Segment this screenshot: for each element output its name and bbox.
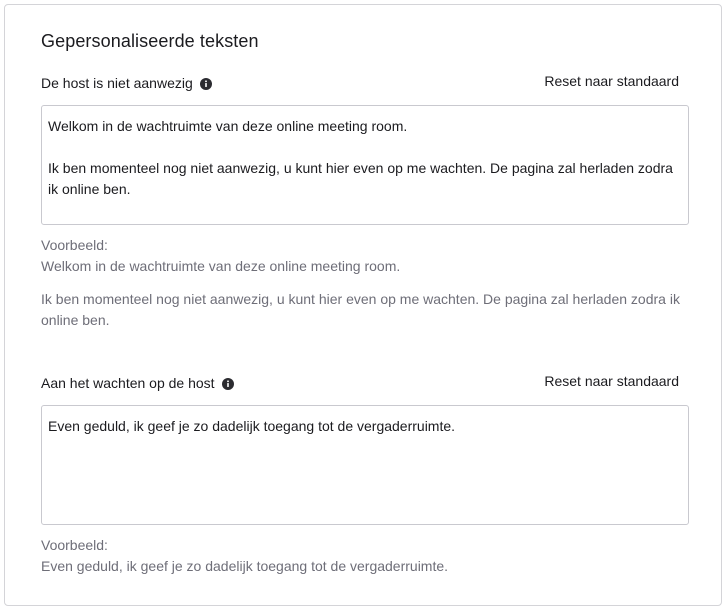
preview-paragraph: Ik ben momenteel nog niet aanwezig, u kunt hier even op me wachten. De pagina zal herladen zodra ik online ben.: [41, 291, 680, 328]
preview-block: [41, 535, 689, 577]
field-label-host-absent: [41, 75, 212, 91]
field-label-text: Aan het wachten op de host: [41, 375, 215, 391]
card-title: Gepersonaliseerde teksten: [41, 31, 259, 51]
section-header: [41, 72, 689, 96]
preview-label: Voorbeeld:: [41, 537, 108, 553]
reset-to-default-button[interactable]: Reset naar standaard: [544, 373, 679, 389]
info-icon[interactable]: [200, 77, 212, 89]
section-host-absent: [41, 72, 689, 328]
host-absent-textarea[interactable]: [41, 105, 689, 225]
preview-block: [41, 235, 689, 331]
preview-label: Voorbeeld:: [41, 237, 108, 253]
personalized-texts-card: [4, 4, 722, 606]
field-label-waiting-for-host: [41, 375, 234, 391]
section-header: [41, 372, 689, 396]
reset-to-default-button[interactable]: Reset naar standaard: [544, 73, 679, 89]
waiting-for-host-textarea[interactable]: [41, 405, 689, 525]
info-icon[interactable]: [222, 377, 234, 389]
field-label-text: De host is niet aanwezig: [41, 75, 193, 91]
preview-paragraph: Welkom in de wachtruimte van deze online meeting room.: [41, 258, 401, 274]
section-waiting-for-host: [41, 372, 689, 574]
preview-paragraph: Even geduld, ik geef je zo dadelijk toegang tot de vergaderruimte.: [41, 558, 449, 574]
